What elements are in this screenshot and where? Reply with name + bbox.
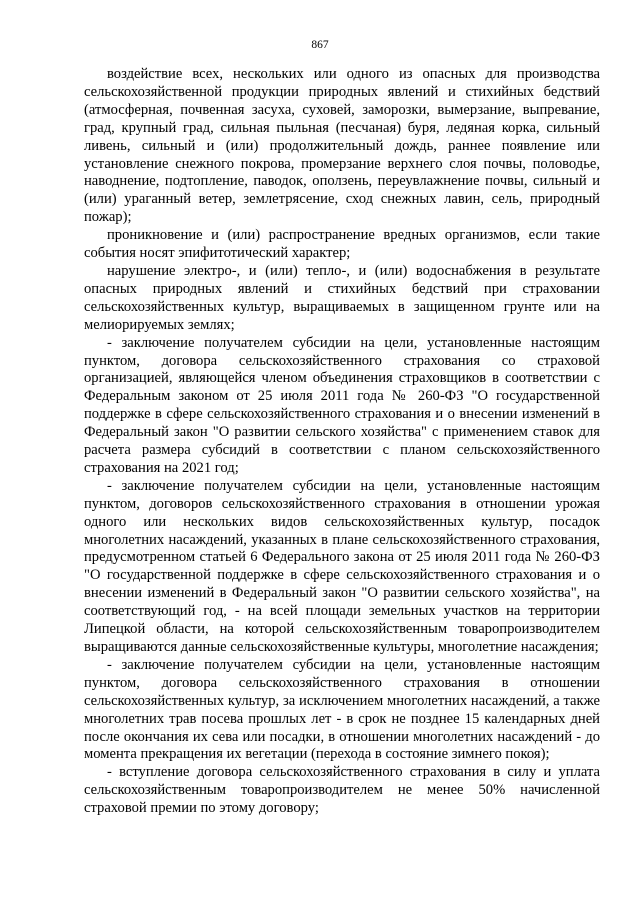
paragraph-insurance-coverage: - заключение получателем субсидии на цели, установленные настоящим пунктом, договоров сельскохозяйственного страхования в отношении урожая одного или нескольких видов сельскохозяйственных культур, посадок многолетних насаждений, указанных в плане сельскохозяйственного страхования, предусмотренном статьей 6 Федерального закона от 25 июля 2011 года № 260-ФЗ "О государственной поддержке в сфере сельскохозяйственного страхования и о внесении изменений в Федеральный закон "О развитии сельского хозяйства", на соответствующий год, - на всей площади земельных участков на территории Липецкой области, на которой сельскохозяйственным товаропроизводителем выращиваются данные сельскохозяйственные культуры, многолетние насаждения; [84,477,600,655]
paragraph-insurance-contract: - заключение получателем субсидии на цели, установленные настоящим пунктом, договора сельскохозяйственного страхования со страховой организацией, являющейся членом объединения страховщиков в соответствии с Федеральным законом от 25 июля 2011 года № 260-ФЗ "О государственной поддержке в сфере сельскохозяйственного страхования и о внесении изменений в Федеральный закон "О развитии сельского хозяйства" с применением ставок для расчета размера субсидий в соответствии с планом сельскохозяйственного страхования на 2021 год; [84,334,600,476]
document-body [84,66,600,818]
paragraph-premium-payment: - вступление договора сельскохозяйственного страхования в силу и уплата сельскохозяйственным товаропроизводителем не менее 50% начисленной страховой премии по этому договору; [84,764,600,817]
page-number: 867 [311,39,329,51]
paragraph-pests: проникновение и (или) распространение вредных организмов, если такие события носят эпифитотический характер; [84,227,600,262]
paragraph-contract-deadline: - заключение получателем субсидии на цели, установленные настоящим пунктом, договора сельскохозяйственного страхования в отношении сельскохозяйственных культур, за исключением многолетних насаждений, а также многолетних трав посева прошлых лет - в срок не позднее 15 календарных дней после окончания их сева или посадки, в отношении многолетних насаждений - до момента прекращения их вегетации (перехода в состояние зимнего покоя); [84,656,600,763]
paragraph-natural-hazards: воздействие всех, нескольких или одного из опасных для производства сельскохозяйственной продукции природных явлений и стихийных бедствий (атмосферная, почвенная засуха, суховей, заморозки, вымерзание, выпревание, град, крупный град, сильная пыльная (песчаная) буря, ледяная корка, сильный ливень, сильный и (или) продолжительный дождь, раннее появление или установление снежного покрова, промерзание верхнего слоя почвы, половодье, наводнение, подтопление, паводок, оползень, переувлажнение почвы, сильный и (или) ураганный ветер, землетрясение, сход снежных лавин, сель, природный пожар); [84,66,600,226]
paragraph-utility-disruption: нарушение электро-, и (или) тепло-, и (или) водоснабжения в результате опасных природных явлений и стихийных бедствий при страховании сельскохозяйственных культур, выращиваемых в защищенном грунте или на мелиорируемых землях; [84,262,600,333]
